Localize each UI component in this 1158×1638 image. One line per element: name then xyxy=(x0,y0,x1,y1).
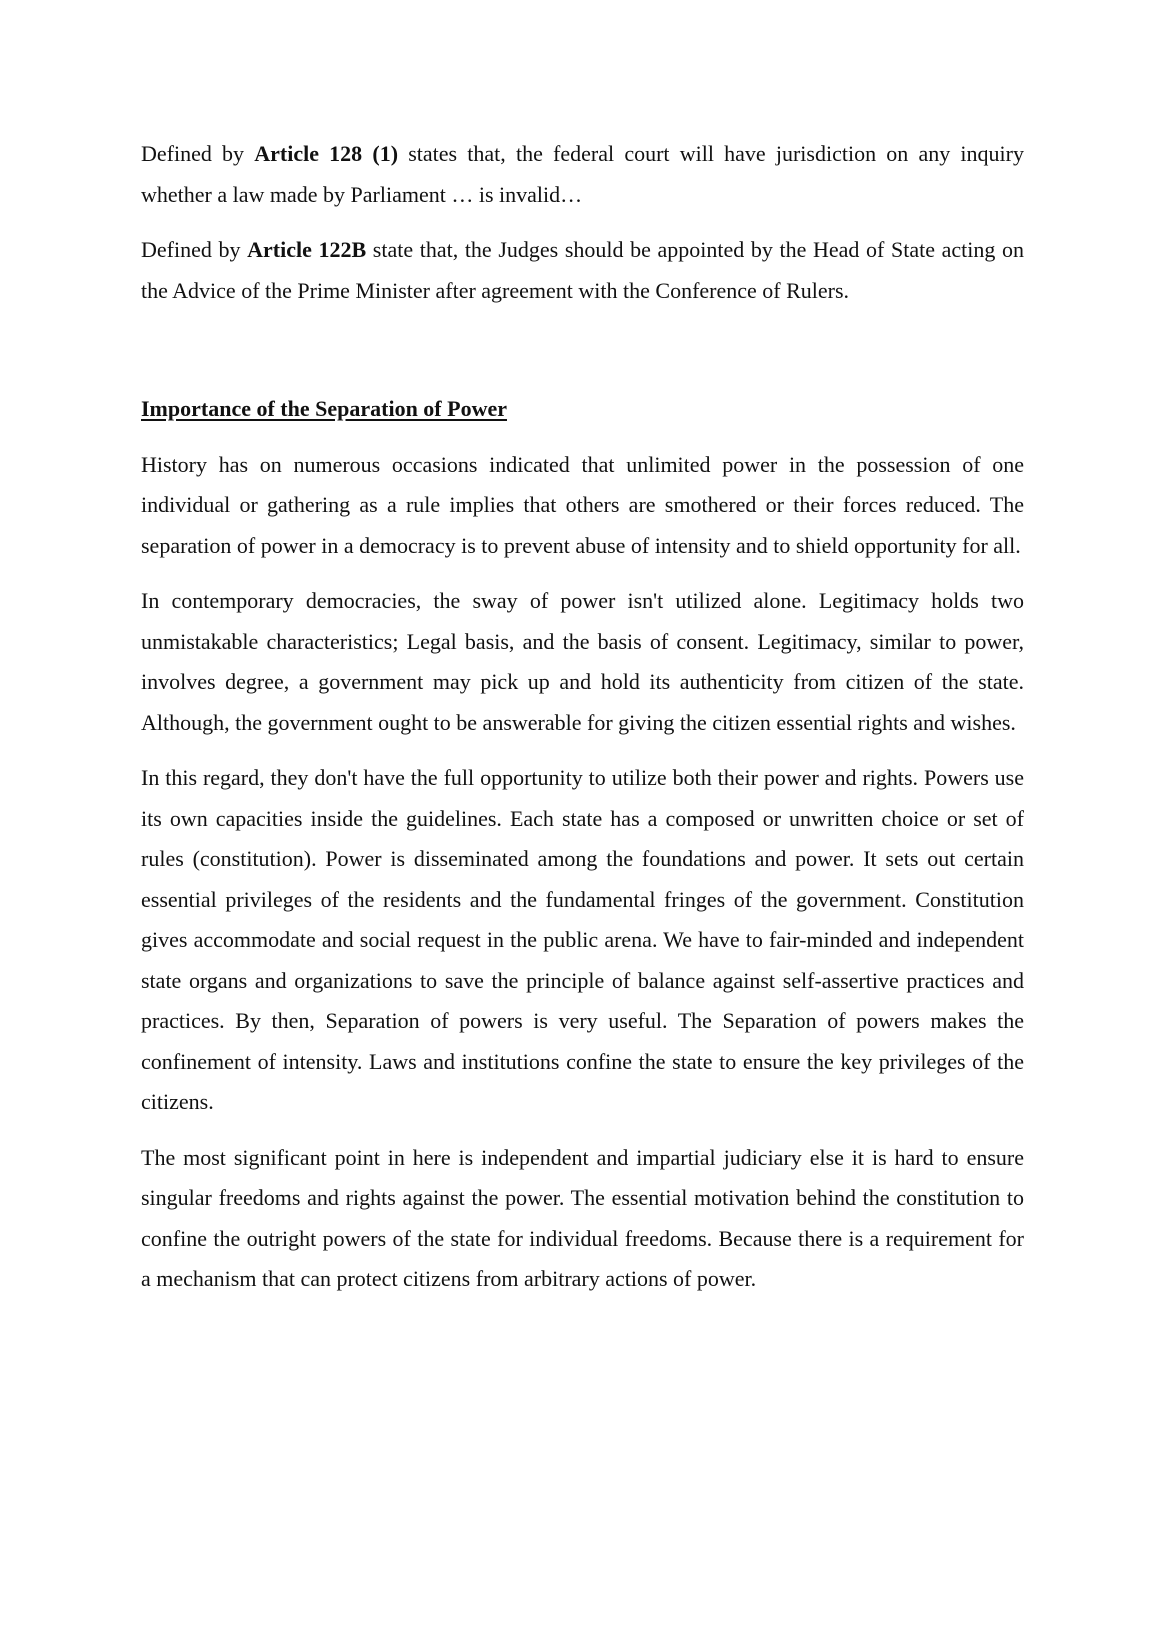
body-paragraph: In this regard, they don't have the full opportunity to utilize both their power and rights. Powers use its own capacities inside the guidelines. Each state has a composed or unwritten choice or set of rules (constitution). Power is disseminated among the foundations and power. It sets out certain essential privileges of the residents and the fundamental fringes of the government. Constitution gives accommodate and social request in the public arena. We have to fair-minded and independent state organs and organizations to save the principle of balance against self-assertive practices and practices. By then, Separation of powers is very useful. The Separation of powers makes the confinement of intensity. Laws and institutions confine the state to ensure the key privileges of the citizens. xyxy=(141,765,1024,1114)
paragraph-text: state that, the Judges should be appointed by the Head of State acting on the Advice of the Prime Minister after agreement with the Conference of Rulers. xyxy=(141,237,1025,303)
article-reference: Article 122B xyxy=(247,237,367,262)
article-reference: Article 128 (1) xyxy=(254,141,399,166)
paragraph-prefix: Defined by xyxy=(141,141,255,166)
document-page xyxy=(141,134,1024,1315)
section-spacer xyxy=(141,326,1024,389)
body-paragraph: History has on numerous occasions indicated that unlimited power in the possession of one individual or gathering as a rule implies that others are smothered or their forces reduced. The separation of power in a democracy is to prevent abuse of intensity and to shield opportunity for all. xyxy=(141,451,1024,558)
paragraph-text: states that, the federal court will have jurisdiction on any inquiry whether a law made by Parliament … is invalid… xyxy=(141,141,1024,207)
article-122b-paragraph xyxy=(141,230,1024,311)
body-paragraph: The most significant point in here is independent and impartial judiciary else it is hard to ensure singular freedoms and rights against the power. The essential motivation behind the constitution to confine the outright powers of the state for individual freedoms. Because there is a requirement for a mechanism that can protect citizens from arbitrary actions of power. xyxy=(141,1144,1024,1291)
body-paragraph: In contemporary democracies, the sway of power isn't utilized alone. Legitimacy holds two unmistakable characteristics; Legal basis, and the basis of consent. Legitimacy, similar to power, involves degree, a government may pick up and hold its authenticity from citizen of the state. Although, the government ought to be answerable for giving the citizen essential rights and wishes. xyxy=(141,588,1024,735)
article-128-paragraph xyxy=(141,134,1024,215)
paragraph-prefix: Defined by xyxy=(141,237,248,262)
section-heading: Importance of the Separation of Power xyxy=(141,396,507,421)
